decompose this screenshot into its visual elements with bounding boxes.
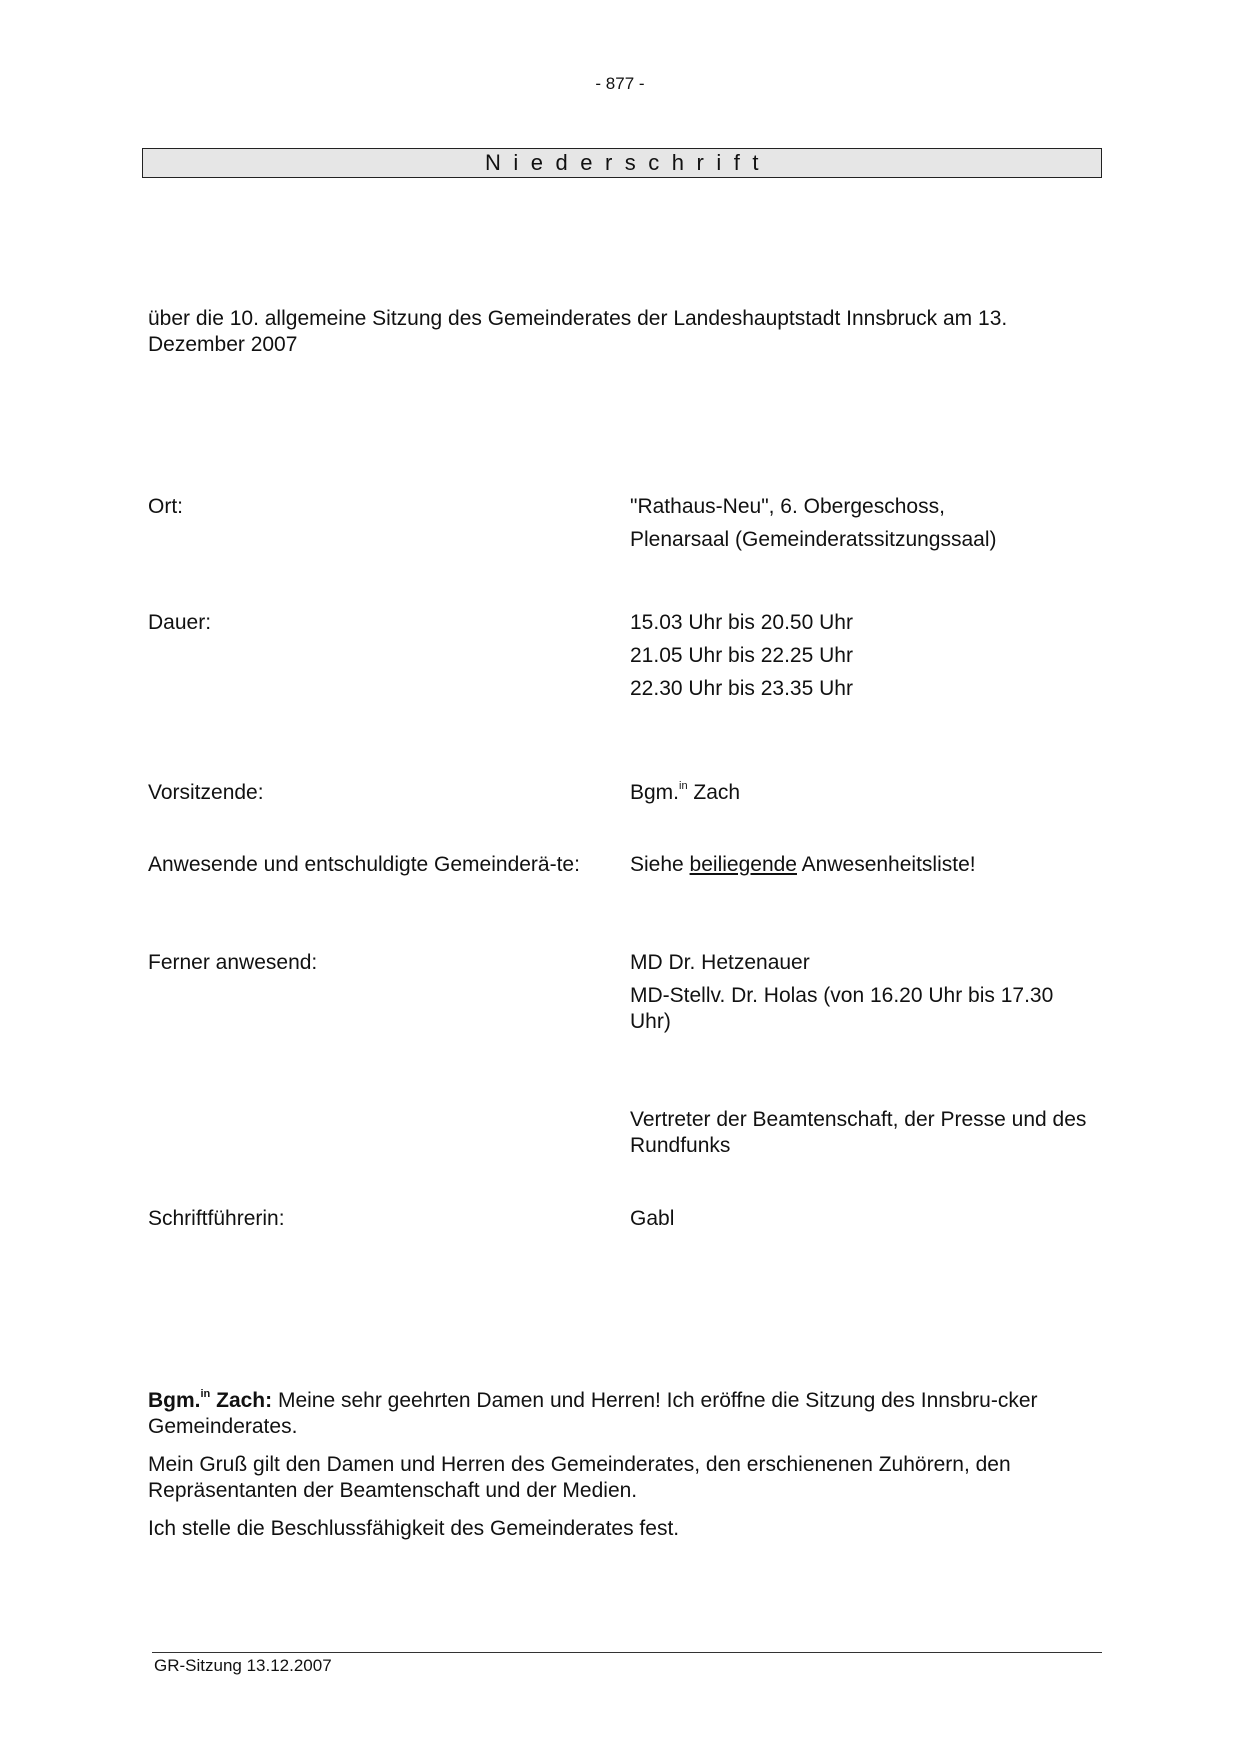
vorsitzende-prefix: Bgm. [630, 781, 680, 804]
ort-line-2: Plenarsaal (Gemeinderatssitzungssaal) [630, 528, 997, 551]
schrift-value [630, 1206, 1100, 1232]
speech-paragraph-2: Mein Gruß gilt den Damen und Herren des Gemeinderates, den erschienenen Zuhörern, den Repräsentanten der Beamtenschaft und der Medien. [148, 1453, 1011, 1502]
speech-paragraph-3: Ich stelle die Beschlussfähigkeit des Gemeinderates fest. [148, 1517, 680, 1540]
speaker-name: Zach: [210, 1389, 273, 1412]
document-title-box [142, 148, 1102, 178]
anwesende-value [630, 852, 1100, 878]
schrift-label: Schriftführerin: [148, 1207, 285, 1230]
document-title: Niederschrift [485, 150, 771, 175]
vorsitzende-name: Zach [687, 781, 741, 804]
vorsitzende-label: Vorsitzende: [148, 781, 264, 804]
anwesende-label: Anwesende und entschuldigte Gemeinderä-te: [148, 853, 580, 876]
ferner-line-1: MD Dr. Hetzenauer [630, 951, 810, 974]
dauer-value [630, 610, 1100, 702]
ferner-value-3 [630, 1107, 1100, 1159]
footer-text: GR-Sitzung 13.12.2007 [154, 1656, 332, 1675]
ort-value [630, 494, 1100, 553]
ferner-value-1 [630, 950, 1100, 976]
ort-label: Ort: [148, 495, 183, 518]
ferner-value-2 [630, 983, 1070, 1035]
ort-line-1: "Rathaus-Neu", 6. Obergeschoss, [630, 495, 945, 518]
ferner-line-3: Vertreter der Beamtenschaft, der Presse und des Rundfunks [630, 1108, 1087, 1157]
schrift-name: Gabl [630, 1207, 675, 1230]
anwesende-value-underlined: beiliegende [689, 853, 797, 876]
ferner-line-2: MD-Stellv. Dr. Holas (von 16.20 Uhr bis 17.30 Uhr) [630, 984, 1054, 1033]
vorsitzende-value [630, 780, 1100, 806]
speaker-prefix: Bgm. [148, 1389, 201, 1412]
speech-block [148, 1388, 1088, 1554]
ferner-label: Ferner anwesend: [148, 951, 318, 974]
dauer-line-3: 22.30 Uhr bis 23.35 Uhr [630, 677, 853, 700]
speaker-sup: in [200, 1388, 211, 1400]
vorsitzende-sup: in [679, 780, 688, 792]
speaker [148, 1389, 272, 1412]
anwesende-value-post: Anwesenheitsliste! [796, 853, 976, 876]
speech-paragraph-1 [148, 1388, 1088, 1440]
footer-divider [152, 1652, 1102, 1653]
dauer-line-1: 15.03 Uhr bis 20.50 Uhr [630, 611, 853, 634]
speech-text-1: Meine sehr geehrten Damen und Herren! Ich eröffne die Sitzung des Innsbru-cker Gemeinderates. [148, 1389, 1038, 1438]
anwesende-value-pre: Siehe [630, 853, 690, 876]
dauer-line-2: 21.05 Uhr bis 22.25 Uhr [630, 644, 853, 667]
intro-text: über die 10. allgemeine Sitzung des Gemeinderates der Landeshauptstadt Innsbruck am 13. Dezember 2007 [148, 307, 1008, 356]
page-number: - 877 - [595, 74, 645, 93]
dauer-label: Dauer: [148, 611, 212, 634]
